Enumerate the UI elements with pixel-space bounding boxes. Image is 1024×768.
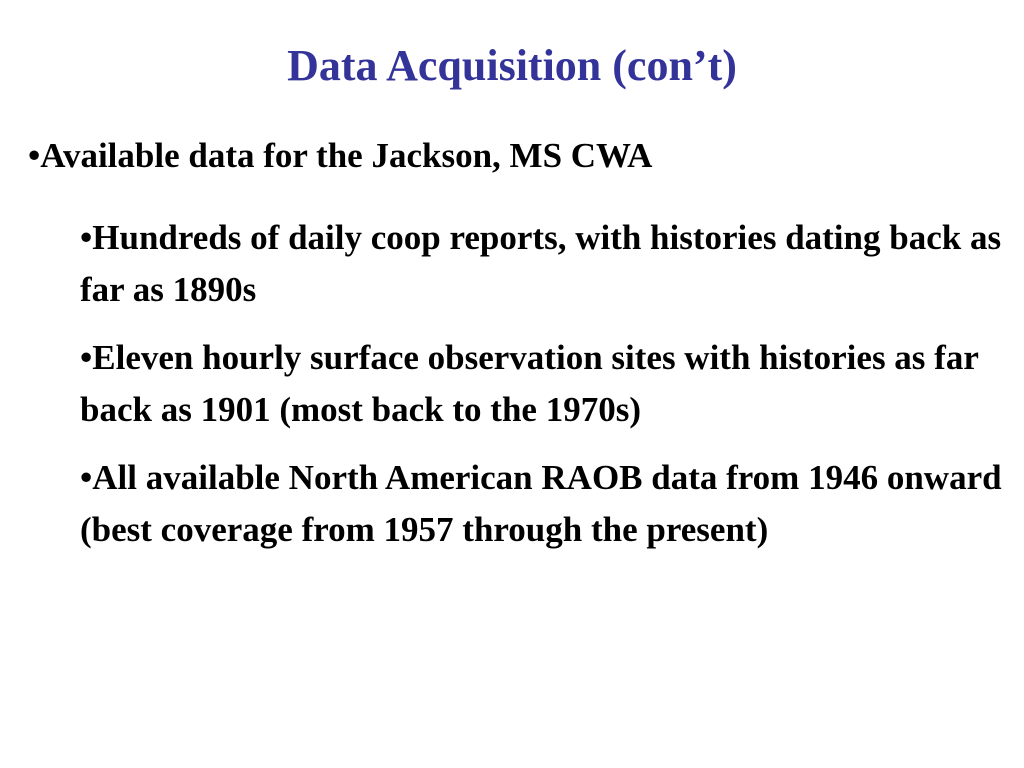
main-bullet — [28, 130, 988, 182]
sub-bullet-coop-reports — [80, 212, 1010, 316]
sub-bullet-text: All available North American RAOB data from 1946 onward (best coverage from 1957 through the present) — [80, 458, 1002, 549]
sub-bullet-raob-data — [80, 452, 1010, 556]
sub-bullet-list — [80, 212, 1010, 572]
sub-bullet-text: Hundreds of daily coop reports, with histories dating back as far as 1890s — [80, 218, 1002, 309]
sub-bullet-text: Eleven hourly surface observation sites with histories as far back as 1901 (most back to the 1970s) — [80, 338, 979, 429]
main-bullet-text: Available data for the Jackson, MS CWA — [40, 136, 653, 175]
slide-title: Data Acquisition (con’t) — [287, 41, 737, 90]
bullet-dot-icon: • — [80, 458, 93, 497]
bullet-dot-icon: • — [28, 136, 41, 175]
bullet-dot-icon: • — [80, 338, 93, 377]
sub-bullet-surface-sites — [80, 332, 1010, 436]
bullet-dot-icon: • — [80, 218, 93, 257]
